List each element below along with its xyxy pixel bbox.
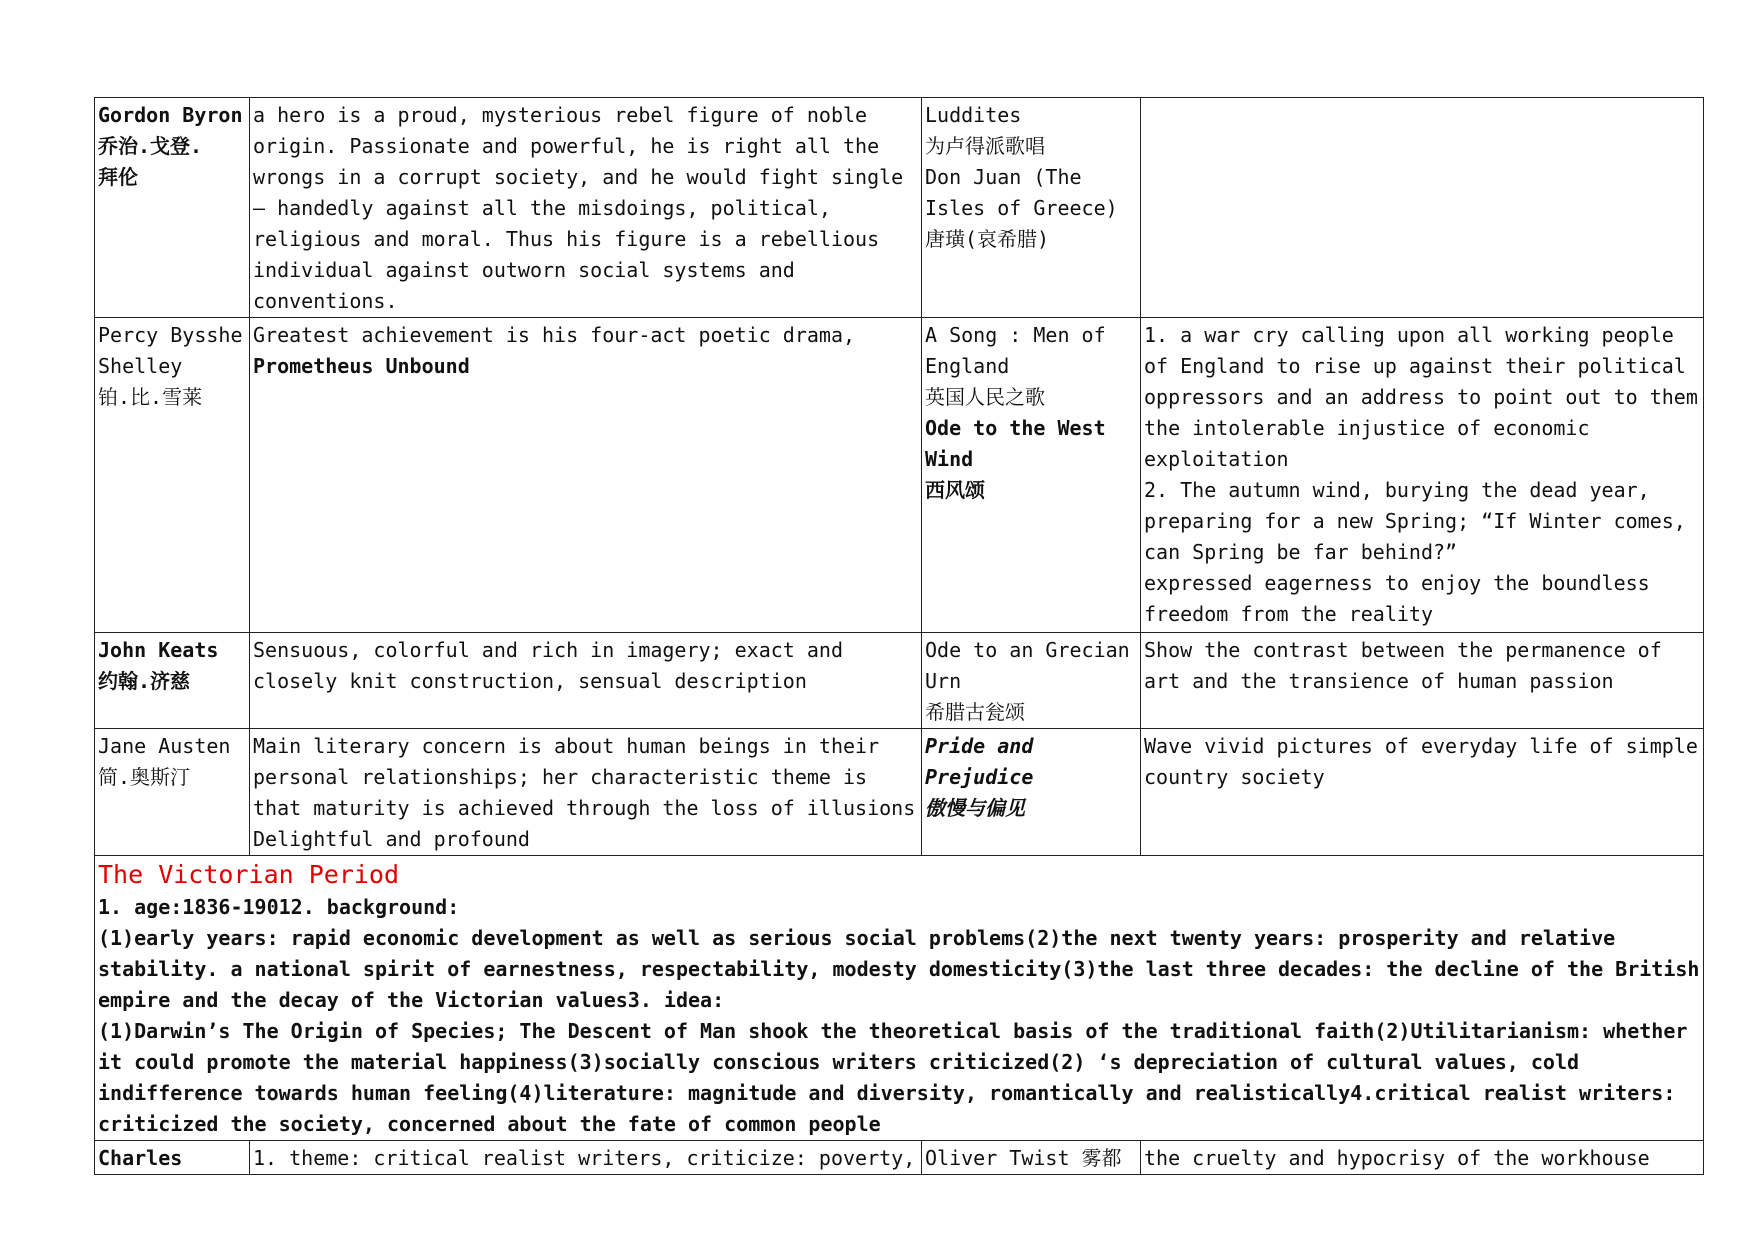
- works-cell: [922, 98, 1141, 318]
- description-text: a hero is a proud, mysterious rebel figure of noble origin. Passionate and powerful, he is right all the wrongs in a corrupt society, and he would fight single – handedly against all the misdoings, political, religious and moral. Thus his figure is a rebellious individual against outworn social systems and conventions.: [253, 103, 904, 313]
- literature-table: [94, 97, 1704, 1175]
- description-text: Sensuous, colorful and rich in imagery; exact and closely knit construction, sensual description: [253, 638, 844, 693]
- author-name: Shelley: [98, 354, 183, 378]
- work-title: Prejudice: [925, 765, 1034, 789]
- notes-text: Wave vivid pictures of everyday life of simple country society: [1144, 734, 1698, 789]
- description-cell: [250, 729, 922, 856]
- table-row: [95, 98, 1704, 318]
- work-title: Ode to the West: [925, 416, 1106, 440]
- author-name-cn: 铂.比.雪莱: [98, 385, 203, 409]
- author-cell: [95, 729, 250, 856]
- description-cell: [250, 633, 922, 729]
- work-title: England: [925, 354, 1010, 378]
- work-title: Don Juan (The: [925, 165, 1082, 189]
- section-heading: The Victorian Period: [98, 860, 400, 889]
- notes-cell: [1141, 633, 1704, 729]
- work-title-cn: 西风颂: [925, 478, 985, 502]
- author-cell: [95, 318, 250, 633]
- works-cell: [922, 318, 1141, 633]
- notes-text: expressed eagerness to enjoy the boundless freedom from the reality: [1144, 571, 1650, 626]
- author-name: Gordon Byron: [98, 103, 243, 127]
- author-name-cn: 约翰.济慈: [98, 669, 191, 693]
- work-title: Oliver Twist 雾都: [925, 1146, 1122, 1170]
- works-cell: [922, 1141, 1141, 1175]
- notes-text: the cruelty and hypocrisy of the workhouse: [1144, 1146, 1650, 1170]
- work-title: Isles of Greece): [925, 196, 1118, 220]
- author-name-cn: 简.奥斯汀: [98, 765, 191, 789]
- section-row: [95, 856, 1704, 1141]
- work-title: Luddites: [925, 103, 1022, 127]
- table-row: [95, 318, 1704, 633]
- work-title-cn: 为卢得派歌唱: [925, 134, 1045, 158]
- notes-text: Show the contrast between the permanence of art and the transience of human passion: [1144, 638, 1662, 693]
- work-title-cn: 傲慢与偏见: [925, 796, 1025, 820]
- work-title: Urn: [925, 669, 962, 693]
- author-name: Percy Bysshe: [98, 323, 243, 347]
- notes-cell: [1141, 98, 1704, 318]
- description-cell: [250, 318, 922, 633]
- work-title: Ode to an Grecian: [925, 638, 1130, 662]
- notes-cell: [1141, 318, 1704, 633]
- notes-cell: [1141, 729, 1704, 856]
- victorian-section: [95, 856, 1704, 1141]
- author-name: Charles: [98, 1146, 183, 1170]
- work-title-cn: 唐璜(哀希腊): [925, 227, 1050, 251]
- work-title: Pride and: [925, 734, 1034, 758]
- author-name: Jane Austen: [98, 734, 231, 758]
- author-cell: [95, 98, 250, 318]
- section-text: 1. age:1836-19012. background:: [98, 895, 460, 919]
- table-row: [95, 729, 1704, 856]
- author-name-cn: 拜伦: [98, 165, 138, 189]
- work-title-cn: 希腊古瓮颂: [925, 700, 1025, 724]
- notes-cell: [1141, 1141, 1704, 1175]
- work-title-cn: 英国人民之歌: [925, 385, 1045, 409]
- author-cell: [95, 1141, 250, 1175]
- description-cell: [250, 1141, 922, 1175]
- author-name: John Keats: [98, 638, 219, 662]
- description-text: Main literary concern is about human beings in their personal relationships; her characteristic theme is that maturity is achieved through the loss of illusions: [253, 734, 916, 820]
- description-text: Delightful and profound: [253, 827, 530, 851]
- author-cell: [95, 633, 250, 729]
- works-cell: [922, 729, 1141, 856]
- notes-text: 2. The autumn wind, burying the dead year, preparing for a new Spring; “If Winter comes, can Spring be far behind?”: [1144, 478, 1686, 564]
- author-name-cn: 乔治.戈登.: [98, 134, 203, 158]
- table-row: [95, 633, 1704, 729]
- work-title: Wind: [925, 447, 974, 471]
- description-text: Greatest achievement is his four-act poetic drama,: [253, 323, 856, 347]
- work-title: A Song : Men of: [925, 323, 1106, 347]
- section-text: (1)early years: rapid economic development as well as serious social problems(2)the next twenty years: prosperity and relative stability. a national spirit of earnestness, respectability, modesty domesticity(3)the last three decades: the decline of the British empire and the decay of the Victorian values3. idea:: [98, 926, 1700, 1012]
- notes-text: 1. a war cry calling upon all working people of England to rise up against their political oppressors and an address to point out to them the intolerable injustice of economic exploitation: [1144, 323, 1698, 471]
- works-cell: [922, 633, 1141, 729]
- description-text: 1. theme: critical realist writers, criticize: poverty,: [253, 1146, 916, 1170]
- section-text: (1)Darwin’s The Origin of Species; The Descent of Man shook the theoretical basis of the traditional faith(2)Utilitarianism: whether it could promote the material happiness(3)socially conscious writers criticized(2) ‘s depreciation of cultural values, cold indifference towards human feeling(4)literature: magnitude and diversity, romantically and realistically4.critical realist writers: criticized the society, concerned about the fate of common people: [98, 1019, 1688, 1136]
- description-cell: [250, 98, 922, 318]
- major-work-title: Prometheus Unbound: [253, 354, 470, 378]
- table-row: [95, 1141, 1704, 1175]
